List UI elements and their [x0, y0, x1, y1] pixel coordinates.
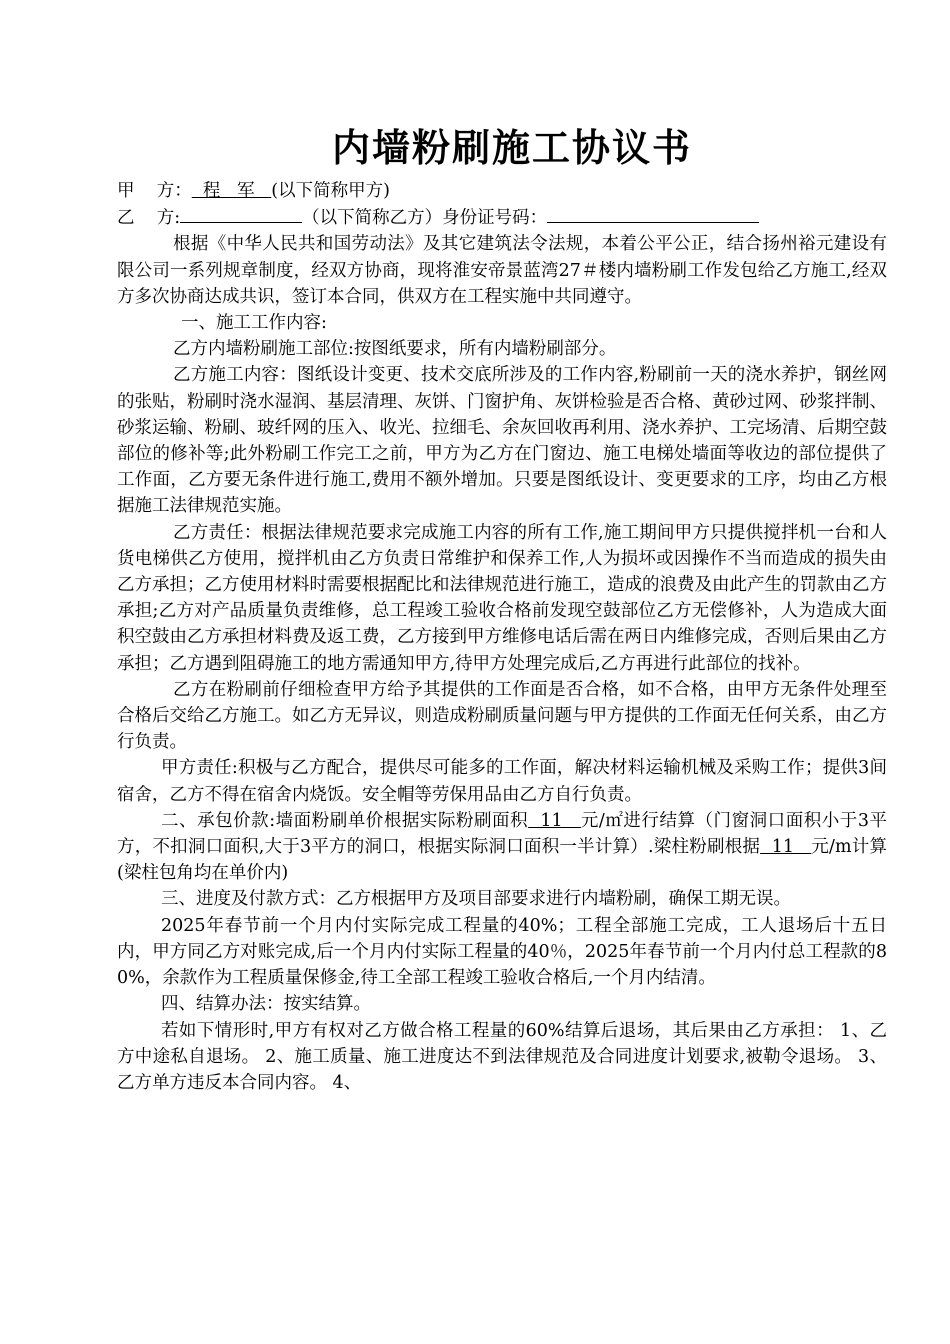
party-b-label: 乙 方:: [117, 208, 181, 229]
section-2-pre: 二、承包价款:墙面粉刷单价根据实际粉刷面积: [161, 810, 529, 831]
section-2-price-paragraph: [117, 808, 887, 887]
section-3-paragraph: 三、进度及付款方式：乙方根据甲方及项目部要求进行内墙粉刷，确保工期无误。: [161, 889, 791, 910]
party-a-name: 程 军: [191, 181, 272, 201]
party-b-id-blank: [547, 204, 759, 223]
intro-paragraph: 根据《中华人民共和国劳动法》及其它建筑法令法规，本着公平公正，结合扬州裕元建设有限公司一系列规章制度，经双方协商，现将淮安帝景蓝湾27＃楼内墙粉刷工作发包给乙方施工,经双方多次协商达成共识，签订本合同，供双方在工程实施中共同遵守。: [117, 234, 887, 307]
party-b-duty-paragraph: 乙方责任：根据法律规范要求完成施工内容的所有工作,施工期间甲方只提供搅拌机一台和人货电梯供乙方使用，搅拌机由乙方负责日常维护和保养工作,人为损坏或因操作不当而造成的损失由乙方承担；乙方使用材料时需要根据配比和法律规范进行施工，造成的浪费及由此产生的罚款由乙方承担;乙方对产品质量负责维修，总工程竣工验收合格前发现空鼓部位乙方无偿修补，人为造成大面积空鼓由乙方承担材料费及返工费，乙方接到甲方维修电话后需在两日内维修完成，否则后果由乙方承担；乙方遇到阻碍施工的地方需通知甲方,待甲方处理完成后,乙方再进行此部位的找补。: [117, 522, 887, 674]
section-2-post: 元/m计算(梁柱包角均在单价内): [117, 837, 887, 884]
section-1-heading: 一、施工工作内容:: [181, 313, 327, 334]
wall-unit-price: 11: [528, 810, 581, 831]
party-b-name-blank: [180, 204, 302, 223]
section-2-mid: 元/㎡进行结算（门窗洞口面积小于3平方，不扣洞口面积,大于3平方的洞口，根据实际洞口面积一半计算）.梁柱粉刷根据: [117, 810, 888, 858]
party-a-suffix: (以下简称甲方): [271, 181, 390, 201]
party-a-line: [117, 178, 887, 204]
section-1-location: 乙方内墙粉刷施工部位:按图纸要求，所有内墙粉刷部分。: [173, 339, 617, 360]
party-a-label: 甲 方：: [117, 181, 192, 201]
party-a-duty-paragraph: 甲方责任:积极与乙方配合，提供尽可能多的工作面，解决材料运输机械及采购工作；提供3间宿舍，乙方不得在宿舍内烧饭。安全帽等劳保用品由乙方自行负责。: [117, 758, 887, 805]
exit-conditions-paragraph: 若如下情形时,甲方有权对乙方做合格工程量的60%结算后退场，其后果由乙方承担： 1、乙方中途私自退场。 2、施工质量、施工进度达不到法律规范及合同进度计划要求,被勒令退场。 3、乙方单方违反本合同内容。 4、: [117, 1020, 887, 1093]
document-page: [117, 118, 887, 1096]
work-surface-check-paragraph: 乙方在粉刷前仔细检查甲方给予其提供的工作面是否合格，如不合格，由甲方无条件处理至合格后交给乙方施工。如乙方无异议，则造成粉刷质量问题与甲方提供的工作面无任何关系，由乙方行负责。: [117, 679, 887, 753]
party-b-suffix: （以下简称乙方）身份证号码：: [302, 208, 548, 229]
party-b-line: [117, 204, 887, 231]
document-title: 内墙粉刷施工协议书: [331, 125, 692, 170]
beam-unit-price: 11: [760, 837, 812, 858]
payment-paragraph: 2025年春节前一个月内付实际完成工程量的40%；工程全部施工完成，工人退场后十五日内，甲方同乙方对账完成,后一个月内付实际工程量的40％，2025年春节前一个月内付总工程款的80%，余款作为工程质量保修金,待工全部工程竣工验收合格后,一个月内结清。: [117, 915, 887, 989]
section-4-heading: 四、结算办法：按实结算。: [161, 994, 371, 1015]
section-1-content: 乙方施工内容：图纸设计变更、技术交底所涉及的工作内容,粉刷前一天的浇水养护，钢丝网的张贴，粉刷时浇水湿润、基层清理、灰饼、门窗护角、灰饼检验是否合格、黄砂过网、砂浆拌制、砂浆运输、粉刷、玻纤网的压入、收光、拉细毛、余灰回收再利用、浇水养护、工完场清、后期空鼓部位的修补等;此外粉刷工作完工之前，甲方为乙方在门窗边、施工电梯处墙面等收边的部位提供了工作面，乙方要无条件进行施工,费用不额外增加。只要是图纸设计、变更要求的工序，均由乙方根据施工法律规范实施。: [117, 365, 887, 517]
